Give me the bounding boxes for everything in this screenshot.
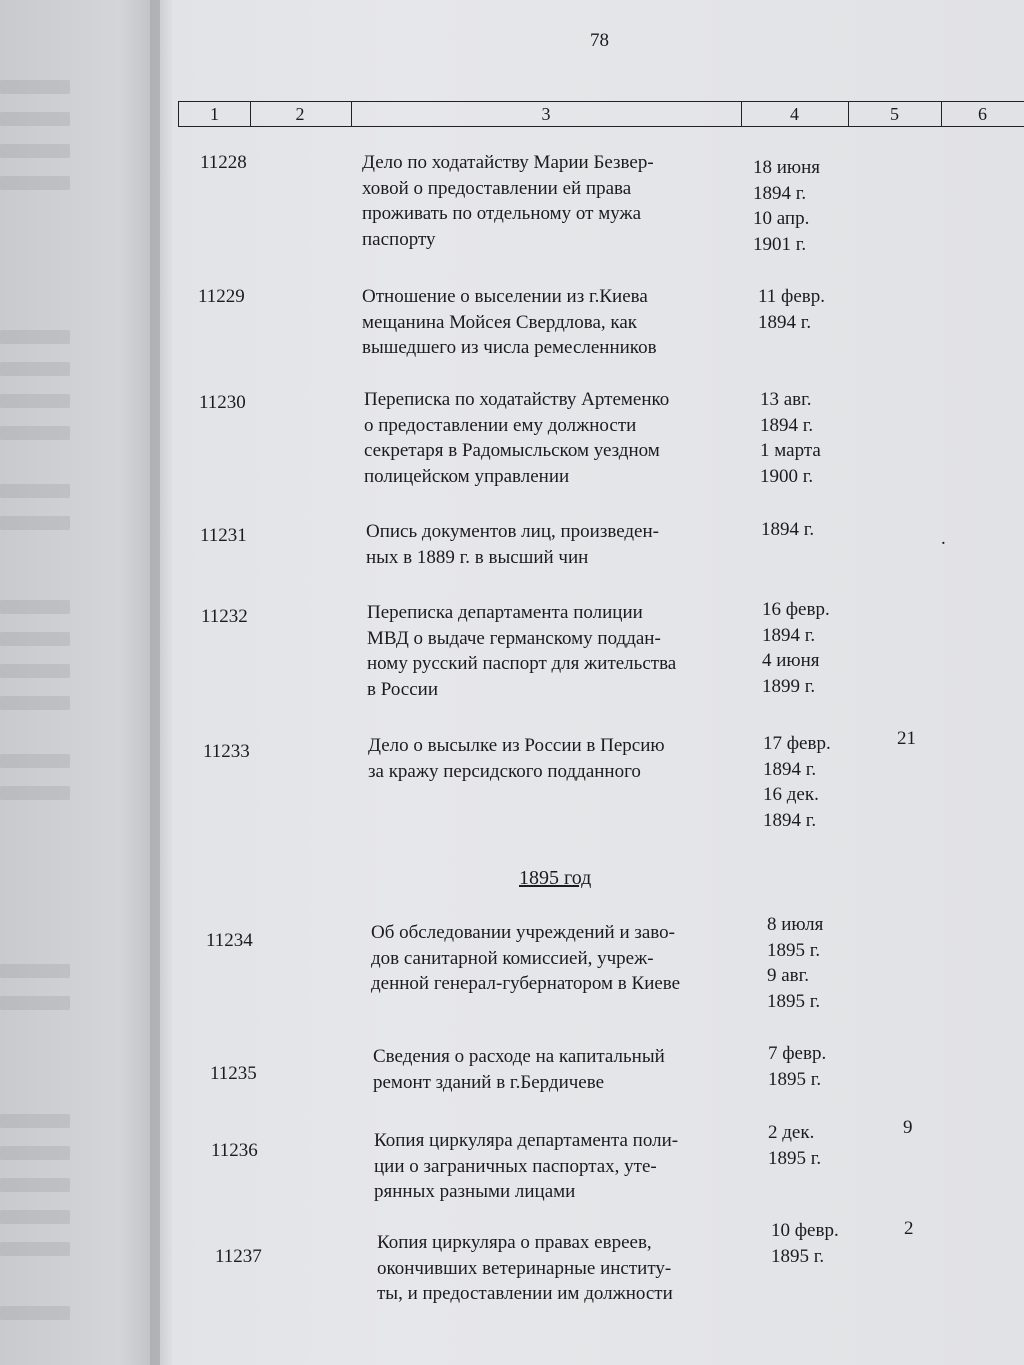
- description-line: Переписка по ходатайству Артеменко: [364, 389, 670, 410]
- description-line: за кражу персидского подданного: [368, 760, 641, 782]
- ghost-text-line: [0, 144, 70, 158]
- date-line: 11 февр.: [758, 286, 826, 307]
- date-line: 1894 г.: [763, 758, 817, 780]
- book-gutter: [150, 0, 172, 1365]
- ghost-text-line: [0, 1178, 70, 1192]
- entry-dates: [763, 731, 831, 833]
- column-5-value: 21: [897, 728, 916, 749]
- ghost-text-line: [0, 176, 70, 190]
- entry-dates: [768, 1120, 821, 1171]
- date-line: 1894 г.: [762, 624, 816, 646]
- description-line: о предоставлении ему должности: [364, 414, 637, 436]
- description-line: окончивших ветеринарные институ-: [377, 1257, 672, 1279]
- column-5-value: 9: [903, 1117, 913, 1138]
- date-line: 16 февр.: [762, 599, 830, 620]
- ghost-text-line: [0, 600, 70, 614]
- year-heading: 1895 год: [519, 867, 592, 889]
- description-line: денной генерал-губернатором в Киеве: [371, 973, 681, 994]
- description-line: Отношение о выселении из г.Киева: [362, 286, 648, 307]
- ghost-text-line: [0, 516, 70, 530]
- date-line: 10 апр.: [753, 208, 810, 229]
- entry-number: 11232: [201, 606, 248, 627]
- description-line: Сведения о расходе на капитальный: [373, 1046, 665, 1067]
- date-line: 13 авг.: [760, 389, 812, 410]
- entry-dates: [753, 155, 820, 257]
- description-line: Копия циркуляра о правах евреев,: [377, 1232, 652, 1253]
- entry-number: 11237: [215, 1246, 262, 1267]
- date-line: 1895 г.: [768, 1068, 822, 1090]
- description-line: в России: [367, 678, 438, 700]
- column-header-6: 6: [941, 101, 1024, 127]
- date-line: 1895 г.: [771, 1245, 825, 1267]
- ghost-text-line: [0, 1306, 70, 1320]
- date-line: 4 июня: [762, 650, 820, 671]
- entry-description: [362, 150, 654, 252]
- ghost-text-line: [0, 426, 70, 440]
- date-line: 8 июля: [767, 914, 824, 935]
- entry-dates: [758, 284, 825, 335]
- entry-number: 11236: [211, 1140, 258, 1161]
- description-line: ции о заграничных паспортах, уте-: [374, 1155, 657, 1177]
- date-line: 7 февр.: [768, 1043, 827, 1064]
- date-line: 1894 г.: [753, 182, 807, 204]
- entry-description: [373, 1044, 665, 1095]
- entry-number: 11234: [206, 930, 253, 951]
- entry-number: 11235: [210, 1063, 257, 1084]
- description-line: ты, и предоставлении им должности: [377, 1283, 673, 1304]
- ghost-text-line: [0, 964, 70, 978]
- description-line: дов санитарной комиссией, учреж-: [371, 947, 654, 969]
- entry-description: [374, 1128, 678, 1205]
- description-line: мещанина Мойсея Свердлова, как: [362, 311, 638, 333]
- ghost-text-line: [0, 754, 70, 768]
- entry-number: 11228: [200, 152, 247, 173]
- date-line: 10 февр.: [771, 1220, 839, 1241]
- column-header-4: 4: [741, 101, 849, 127]
- column-header-1: 1: [178, 101, 251, 127]
- entry-description: [364, 387, 669, 489]
- date-line: 1894 г.: [760, 414, 814, 436]
- description-line: Копия циркуляра департамента поли-: [374, 1130, 679, 1151]
- description-line: секретаря в Радомысльском уездном: [364, 440, 660, 461]
- date-line: 1895 г.: [767, 990, 821, 1012]
- description-line: ремонт зданий в г.Бердичеве: [373, 1071, 605, 1093]
- description-line: Опись документов лиц, произведен-: [366, 521, 659, 542]
- description-line: Дело о высылке из России в Персию: [368, 735, 665, 756]
- entry-dates: [771, 1218, 839, 1269]
- entry-description: [368, 733, 665, 784]
- entry-dates: [768, 1041, 826, 1092]
- description-line: ховой о предоставлении ей права: [362, 177, 632, 199]
- ghost-text-line: [0, 484, 70, 498]
- entry-description: [371, 920, 680, 997]
- date-line: 1 марта: [760, 440, 821, 461]
- entry-number: 11229: [198, 286, 245, 307]
- column-header-3: 3: [351, 101, 742, 127]
- entry-description: [367, 600, 676, 702]
- column-5-value: 2: [904, 1218, 914, 1239]
- date-line: 1894 г.: [758, 311, 812, 333]
- entry-dates: [767, 912, 823, 1014]
- ghost-text-line: [0, 80, 70, 94]
- ghost-text-line: [0, 1114, 70, 1128]
- ghost-text-line: [0, 664, 70, 678]
- ghost-text-line: [0, 1146, 70, 1160]
- entry-number: 11233: [203, 741, 250, 762]
- entry-description: [377, 1230, 673, 1307]
- date-line: 17 февр.: [763, 733, 831, 754]
- ghost-text-line: [0, 632, 70, 646]
- ghost-text-line: [0, 996, 70, 1010]
- column-header-2: 2: [249, 101, 352, 127]
- stray-dot: .: [941, 528, 946, 549]
- date-line: 1894 г.: [763, 809, 817, 831]
- ghost-text-line: [0, 786, 70, 800]
- date-line: 2 дек.: [768, 1122, 815, 1143]
- date-line: 16 дек.: [763, 784, 819, 805]
- entry-number: 11231: [200, 525, 247, 546]
- column-header-row: [178, 101, 1024, 127]
- ghost-text-line: [0, 362, 70, 376]
- date-line: 1895 г.: [768, 1147, 822, 1169]
- description-line: проживать по отдельному от мужа: [362, 203, 642, 224]
- ghost-text-line: [0, 112, 70, 126]
- entry-number: 11230: [199, 392, 246, 413]
- date-line: 18 июня: [753, 157, 821, 178]
- description-line: Переписка департамента полиции: [367, 602, 643, 623]
- description-line: полицейском управлении: [364, 465, 570, 487]
- date-line: 1899 г.: [762, 675, 816, 697]
- left-facing-page: [0, 0, 160, 1365]
- description-line: МВД о выдаче германскому поддан-: [367, 627, 661, 649]
- ghost-text-line: [0, 1242, 70, 1256]
- description-line: рянных разными лицами: [374, 1181, 576, 1202]
- ghost-text-line: [0, 330, 70, 344]
- entry-description: [366, 519, 659, 570]
- date-line: 1895 г.: [767, 939, 821, 961]
- date-line: 9 авг.: [767, 965, 810, 986]
- ghost-text-line: [0, 1210, 70, 1224]
- description-line: ному русский паспорт для жительства: [367, 653, 677, 674]
- description-line: Об обследовании учреждений и заво-: [371, 922, 675, 943]
- entry-dates: [762, 597, 830, 699]
- date-line: 1900 г.: [760, 465, 814, 487]
- date-line: 1894 г.: [761, 519, 815, 540]
- ghost-text-line: [0, 696, 70, 710]
- entry-description: [362, 284, 657, 361]
- date-line: 1901 г.: [753, 233, 807, 255]
- description-line: вышедшего из числа ремесленников: [362, 337, 657, 358]
- description-line: Дело по ходатайству Марии Безвер-: [362, 152, 654, 173]
- entry-dates: [760, 387, 821, 489]
- ghost-text-line: [0, 394, 70, 408]
- column-header-5: 5: [848, 101, 942, 127]
- description-line: ных в 1889 г. в высший чин: [366, 546, 589, 568]
- page-number: 78: [590, 30, 609, 51]
- entry-dates: [761, 517, 814, 543]
- description-line: паспорту: [362, 228, 436, 250]
